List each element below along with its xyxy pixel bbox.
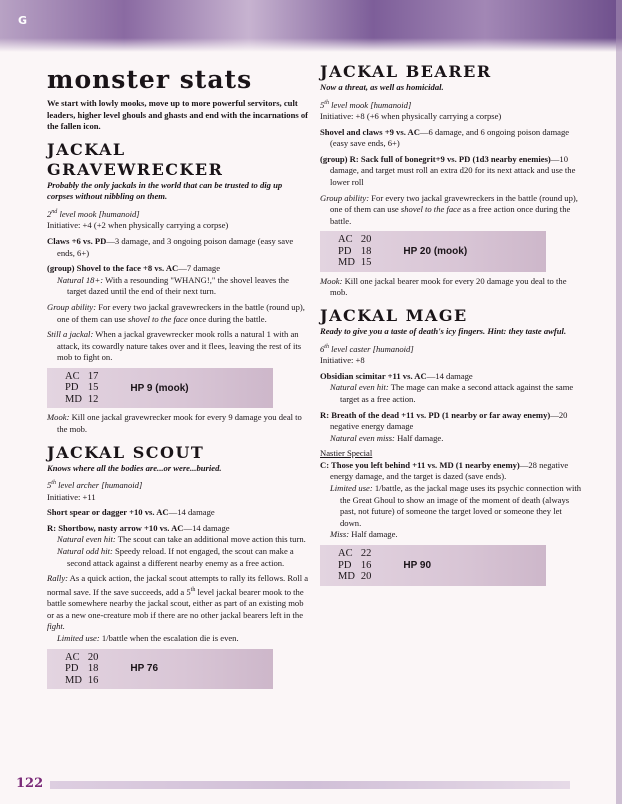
- scout-rally: Rally: As a quick action, the jackal scout attempts to rally its fellows. Roll a normal save. If the save succeeds, add a 5th level jackal bearer mook to the battle somewhere nearby the jackal scout, either as part of an existing mob or as a new one-creature mob if there are no other jackal bearers left in the fight.: [47, 573, 309, 632]
- scout-hp: HP 76: [130, 663, 159, 675]
- mage-scimitar-even-hit: Natural even hit: The mage can make a second attack against the same target as a free action.: [330, 382, 574, 404]
- scout-initiative: Initiative: +11: [47, 491, 96, 502]
- scout-type: 5th level archer [humanoid]: [47, 480, 143, 491]
- scout-stat-block: AC 20 PD 18 MD 16 HP 76: [47, 649, 273, 690]
- scout-flavor: Knows where all the bodies are...or were...buried.: [47, 462, 222, 473]
- gravewrecker-initiative: Initiative: +4 (+2 when physically carrying a corpse): [47, 220, 229, 231]
- gravewrecker-mook: Mook: Kill one jackal gravewrecker mook for every 9 damage you deal to the mob.: [47, 412, 302, 435]
- bearer-stat-block: AC 20 PD 18 MD 15 HP 20 (mook): [320, 231, 546, 272]
- mage-breath-even-miss: Natural even miss: Half damage.: [330, 432, 444, 443]
- gravewrecker-hp: HP 9 (mook): [130, 382, 189, 394]
- page-title: monster stats: [47, 65, 253, 94]
- scout-odd-hit: Natural odd hit: Speedy reload. If not engaged, the scout can make a second attack against a different nearby enemy as a free action.: [57, 546, 294, 568]
- gravewrecker-shovel-trigger: Natural 18+: With a resounding "WHANG!," the shovel leaves the target dazed until the end of their next turn.: [57, 274, 289, 297]
- scout-title: JACKAL SCOUT: [47, 442, 205, 462]
- bearer-attack-shovel: Shovel and claws +9 vs. AC—6 damage, and 6 ongoing poison damage (easy save ends, 6+): [320, 126, 570, 149]
- bearer-group-ability: Group ability: For every two jackal gravewreckers in the battle (round up), one of them can use shovel to the face as a free action once during the battle.: [320, 192, 578, 226]
- footer-bar: [50, 781, 570, 789]
- scout-attack-shortbow: R: Shortbow, nasty arrow +10 vs. AC—14 damage: [47, 522, 230, 533]
- mage-initiative: Initiative: +8: [320, 355, 365, 366]
- scout-attack-spear: Short spear or dagger +10 vs. AC—14 damage: [47, 507, 215, 518]
- intro-text: We start with lowly mooks, move up to more powerful servitors, cult leaders, higher level ghouls and ghasts and end with the incarnations of the fallen icon.: [47, 98, 309, 132]
- gravewrecker-type: 2nd level mook [humanoid]: [47, 208, 140, 219]
- gravewrecker-attack-shovel: (group) Shovel to the face +8 vs. AC—7 damage: [47, 263, 221, 274]
- mage-stat-block: AC 22 PD 16 MD 20 HP 90: [320, 545, 546, 586]
- mage-hp: HP 90: [403, 559, 432, 571]
- page-edge-decoration: [616, 0, 622, 804]
- bearer-initiative: Initiative: +8 (+6 when physically carrying a corpse): [320, 111, 502, 122]
- bearer-flavor: Now a threat, as well as homicidal.: [320, 82, 444, 92]
- mage-type: 6th level caster [humanoid]: [320, 343, 414, 354]
- mage-flavor: Ready to give you a taste of death's icy fingers. Hint: they taste awful.: [320, 326, 567, 337]
- gravewrecker-attack-claws: Claws +6 vs. PD—3 damage, and 3 ongoing poison damage (easy save ends, 6+): [47, 236, 294, 258]
- mage-attack-breath: R: Breath of the dead +11 vs. PD (1 nearby or far away enemy)—20 negative energy damage: [320, 409, 568, 432]
- mage-limited-use: Limited use: 1/battle, as the jackal mage uses its psychic connection with the Great Ghoul to show an image of the moment of death (always past, not future) of someone the target loved or someone they let down.: [330, 483, 582, 528]
- left-column: [47, 66, 309, 693]
- mage-attack-scimitar: Obsidian scimitar +11 vs. AC—14 damage: [320, 370, 473, 381]
- gravewrecker-group-ability: Group ability: For every two jackal gravewreckers in the battle (round up), one of them can use shovel to the face once during the battle.: [47, 301, 305, 324]
- gravewrecker-still-a-jackal: Still a jackal: When a jackal gravewrecker mook rolls a natural 1 with an attack, its cowardly nature takes over and it flees, leaving the rest of its mob to fight on.: [47, 329, 302, 363]
- page-header-banner: [0, 0, 622, 52]
- mage-nastier-special: Nastier Special: [320, 448, 373, 459]
- gravewrecker-stat-block: AC 17 PD 15 MD 12 HP 9 (mook): [47, 368, 273, 409]
- chapter-letter: G: [18, 14, 28, 27]
- bearer-hp: HP 20 (mook): [403, 246, 468, 258]
- bearer-attack-sack: (group) R: Sack full of bonegrit+9 vs. PD (1d3 nearby enemies)—10 damage, and target must roll an extra d20 for its next attack and use the lower roll: [320, 153, 576, 188]
- mage-attack-those-left-behind: C: Those you left behind +11 vs. MD (1 nearby enemy)—28 negative energy damage, and the target is dazed (save ends).: [320, 459, 569, 482]
- page-number: 122: [16, 776, 44, 791]
- mage-title: JACKAL MAGE: [320, 306, 468, 326]
- right-column: [320, 62, 582, 590]
- bearer-title: JACKAL BEARER: [320, 62, 492, 81]
- scout-limited-use: Limited use: 1/battle when the escalation die is even.: [57, 633, 239, 644]
- scout-even-hit: Natural even hit: The scout can take an additional move action this turn.: [57, 534, 306, 545]
- gravewrecker-title: JACKAL GRAVEWRECKER: [47, 139, 224, 179]
- mage-miss: Miss: Half damage.: [330, 529, 398, 540]
- gravewrecker-flavor: Probably the only jackals in the world that can be trusted to dig up corpses without nibbling on them.: [47, 179, 283, 202]
- bearer-mook: Mook: Kill one jackal bearer mook for every 20 damage you deal to the mob.: [320, 275, 567, 298]
- bearer-type: 5th level mook [humanoid]: [320, 99, 412, 110]
